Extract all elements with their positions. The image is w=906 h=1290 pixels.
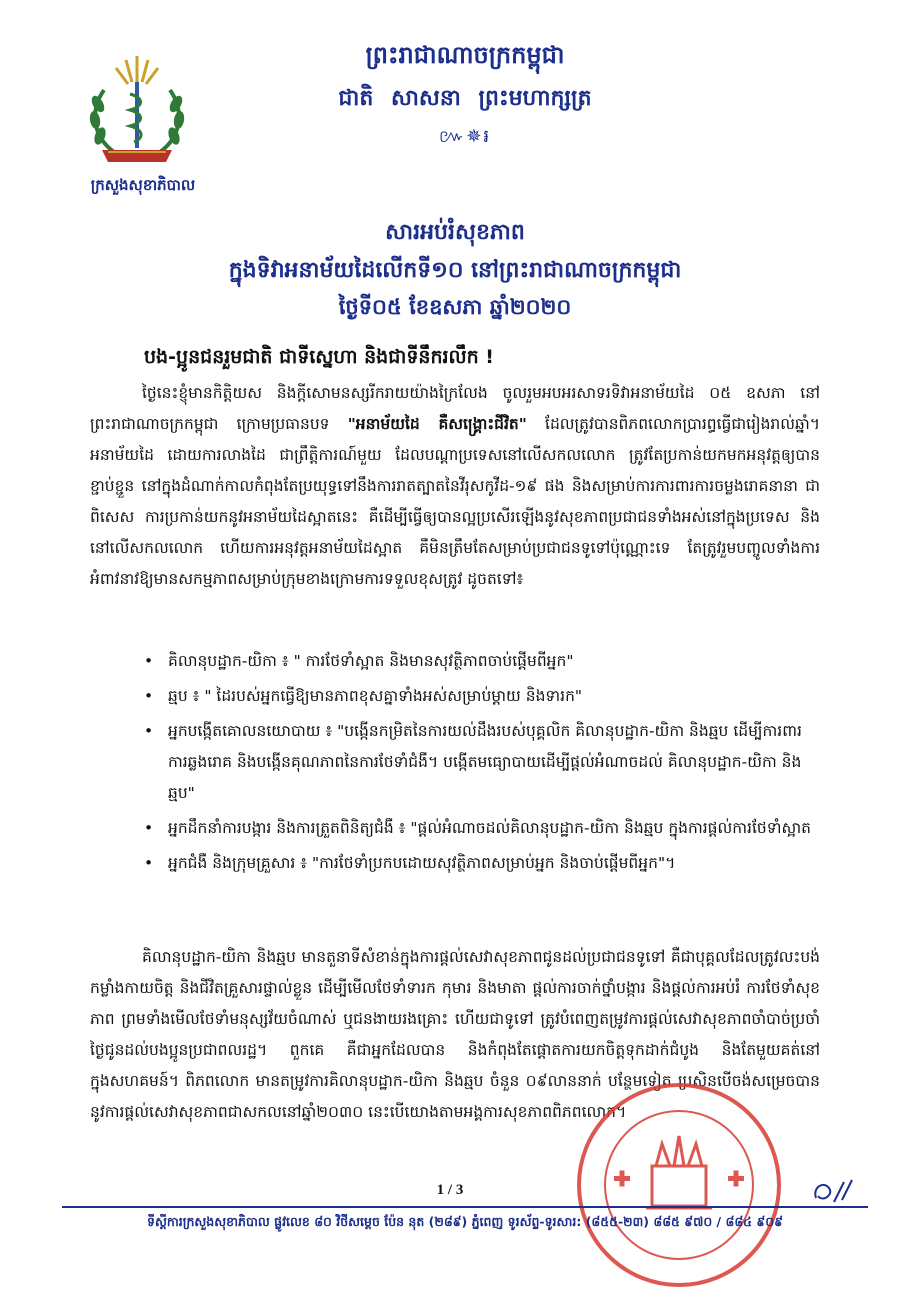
bullet-icon: •	[144, 722, 154, 740]
list-item	[140, 716, 820, 809]
bullet-icon: •	[144, 687, 154, 705]
footer-divider	[62, 1206, 868, 1208]
ministry-emblem-logo	[82, 52, 192, 170]
bullet-icon: •	[144, 854, 154, 872]
list-item	[140, 848, 820, 879]
ornament-divider: ៚✵៛	[438, 126, 492, 147]
national-motto: ជាតិ សាសនា ព្រះមហាក្សត្រ	[338, 86, 592, 111]
ministry-name: ក្រសួងសុខាភិបាល	[90, 176, 196, 194]
paragraph-nurses: គិលានុបដ្ឋាក-យិកា និងឆ្មប មានតួនាទីសំខាន់ក្នុងការផ្តល់សេវាសុខភាពជូនដល់ប្រជាជនទូទៅ គឺជាបុគ្គលដែលត្រូវលះបង់កម្លាំងកាយចិត្ត និងជីវិតគ្រួសារផ្ទាល់ខ្លួន ដើម្បីមើលថែទាំទារក កុមារ និងមាតា ផ្តល់ការចាក់ថ្នាំបង្ការ និងផ្តល់ការអប់រំ ការថែទាំសុខភាព ព្រមទាំងមើលថែទាំមនុស្សវ័យចំណាស់ ឬជនងាយរងគ្រោះ ហើយជាទូទៅ ត្រូវបំពេញតម្រូវការផ្តល់សេវាសុខភាពចាំបាច់ប្រចាំថ្ងៃជូនដល់បងប្អូនប្រជាពលរដ្ឋ។ ពួកគេ គឺជាអ្នកដែលបាន និងកំពុងតែផ្តោតការយកចិត្តទុកដាក់ជំបូង និងតែមួយគត់នៅក្នុងសហគមន៍។ ពិភពលោក មានតម្រូវការគិលានុបដ្ឋាក-យិកា និងឆ្មប ចំនួន ០៩លាននាក់ បន្ថែមទៀត ប្រសិនបើចង់សម្រេចបាននូវការផ្តល់សេវាសុខភាពជាសកលនៅឆ្នាំ២០៣០ នេះបើយោងតាមអង្គការសុខភាពពិភពលោក។	[90, 948, 820, 1121]
bullet-icon: •	[144, 819, 154, 837]
document-subtitle: ក្នុងទិវាអនាម័យដៃលើកទី១០ នៅព្រះរាជាណាចក្រកម្ពុជា	[228, 258, 682, 283]
bullet-icon: •	[144, 652, 154, 670]
list-item	[140, 681, 820, 712]
list-item	[140, 646, 820, 677]
theme-slogan: "អនាម័យដៃ គឺសង្គ្រោះជីវិត"	[347, 415, 527, 433]
paragraph-intro	[90, 378, 820, 595]
kingdom-heading: ព្រះរាជាណាចក្រកម្ពុជា	[365, 41, 565, 69]
greeting: បង-ប្អូនជនរួមជាតិ ជាទីស្នេហា និងជាទីនឹករលឹក !	[144, 346, 494, 368]
list-item-text: ឆ្មប ៖ " ដៃរបស់អ្នកធ្វើឱ្យមានភាពខុសគ្នាទាំងអស់សម្រាប់ម្តាយ និងទារក"	[168, 687, 583, 705]
list-item-text: អ្នកដឹកនាំការបង្ការ និងការត្រួតពិនិត្យជំងឺ ៖ "ផ្តល់អំណាចដល់គិលានុបដ្ឋាក-យិកា និងឆ្មប ក្នុងការផ្តល់ការថែទាំស្អាត	[168, 819, 811, 837]
footer-address: ទីស្តីការក្រសួងសុខាភិបាល ផ្លូវលេខ ៨០ វិថីសម្តេច ប៉ែន នុត (២៨៩) ភ្នំពេញ ទូរស័ព្ទ-ទូរសារ: (៨៥៥-២៣) ៨៨៥ ៩៧០ / ៨៨៤ ៩០៩	[147, 1214, 783, 1229]
document-title: សារអប់រំសុខភាព	[385, 220, 525, 245]
paragraph-intro-text-2: ដែលត្រូវបានពិភពលោកប្រារព្ធធ្វើជារៀងរាល់ឆ្នាំ។ អនាម័យដៃ ដោយការលាងដៃ ជាព្រឹត្តិការណ៍មួយ ដែលបណ្តាប្រទេសនៅលើសកលលោក ត្រូវតែប្រកាន់យកមកអនុវត្តឲ្យបានខ្ជាប់ខ្ជួន នៅក្នុងដំណាក់កាលកំពុងតែប្រយុទ្ធទៅនឹងការរាតត្បាតនៃវីរុសកូវីដ-១៩ ផង និងសម្រាប់ការការពារការចម្លងរោគនានា ជាពិសេស ការប្រកាន់យកនូវអនាម័យដៃស្អាតនេះ គឺដើម្បីធ្វើឲ្យបានល្អប្រសើរឡើងនូវសុខភាពប្រជាជនទាំងអស់នៅក្នុងប្រទេស និងនៅលើសកលលោក ហើយការអនុវត្តអនាម័យដៃស្អាត គឺមិនត្រឹមតែសម្រាប់ប្រជាជនទូទៅប៉ុណ្ណោះទេ តែត្រូវរួមបញ្ចូលទាំងការអំពាវនាវឱ្យមានសកម្មភាពសម្រាប់ក្រុមខាងក្រោមការទទួលខុសត្រូវ ដូចតទៅ៖	[90, 415, 820, 588]
bullet-list	[140, 646, 820, 883]
paragraph-intro-text-1: ថ្ងៃនេះខ្ញុំមានកិត្តិយស និងក្តីសោមនស្សរីករាយយ៉ាងក្រៃលែង ចូលរួមអបអរសាទរទិវាអនាម័យដៃ ០៥ ឧសភា នៅព្រះរាជាណាចក្រកម្ពុជា ក្រោមប្រធានបទ	[90, 384, 820, 433]
list-item	[140, 813, 820, 844]
signature-initial	[808, 1176, 858, 1208]
list-item-text: អ្នកបង្កើតគោលនយោបាយ ៖ "បង្កើនកម្រិតនៃការយល់ដឹងរបស់បុគ្គលិក គិលានុបដ្ឋាក-យិកា និងឆ្មប ដើម្បីការពារការឆ្លងរោគ និងបង្កើនគុណភាពនៃការថែទាំជំងឺ។ បង្កើតមធ្យោបាយដើម្បីផ្តល់អំណាចដល់ គិលានុបដ្ឋាក-យិកា និងឆ្មប"	[168, 722, 802, 802]
document-date: ថ្ងៃទី០៥ ខែឧសភា ឆ្នាំ២០២០	[338, 295, 572, 319]
page-number: 1 / 3	[436, 1182, 464, 1198]
list-item-text: អ្នកជំងឺ និងក្រុមគ្រួសារ ៖ "ការថែទាំប្រកបដោយសុវត្ថិភាពសម្រាប់អ្នក និងចាប់ផ្តើមពីអ្នក"។	[168, 854, 676, 872]
list-item-text: គិលានុបដ្ឋាក-យិកា ៖ " ការថែទាំស្អាត និងមានសុវត្ថិភាពចាប់ផ្តើមពីអ្នក"	[168, 652, 574, 670]
official-stamp-seal	[574, 1080, 784, 1290]
